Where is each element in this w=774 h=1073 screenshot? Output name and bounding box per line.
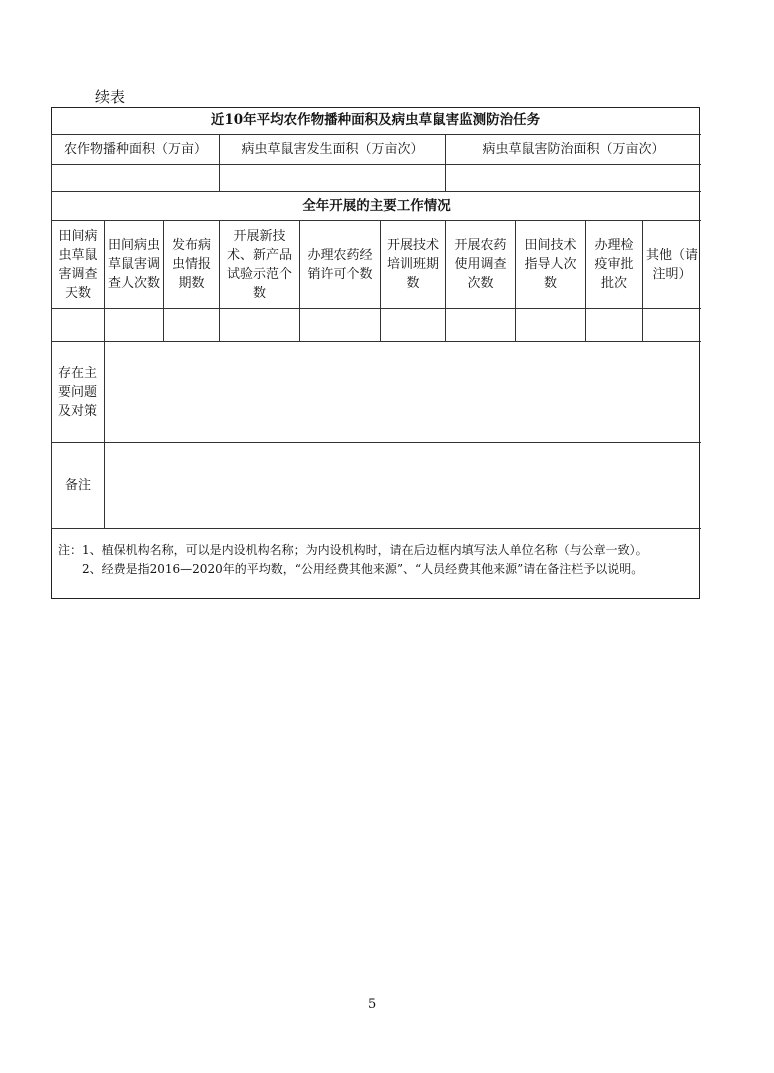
work-header-guidance: 田间技术指导人次数 [515,220,585,308]
work-header-other: 其他（请注明） [642,220,701,308]
work-header-survey-persons: 田间病虫草鼠害调查人次数 [104,220,163,308]
work-value-survey-persons[interactable] [104,308,163,341]
work-value-trainings[interactable] [380,308,445,341]
work-value-guidance[interactable] [515,308,585,341]
work-header-quarantine: 办理检疫审批批次 [585,220,642,308]
work-value-licenses[interactable] [299,308,380,341]
note-2: 2、经费是指2016—2020年的平均数，“公用经费其他来源”、“人员经费其他来源”请在备注栏予以说明。 [82,562,644,576]
work-header-licenses: 办理农药经销许可个数 [299,220,380,308]
survey-table [51,107,700,599]
remarks-label: 备注 [51,442,104,528]
work-value-quarantine[interactable] [585,308,642,341]
pest-control-header: 病虫草鼠害防治面积（万亩次） [445,134,701,164]
continued-label: 续表 [95,88,126,106]
work-value-other[interactable] [642,308,701,341]
pest-occurrence-value[interactable] [219,164,445,191]
remarks-value[interactable] [104,442,701,528]
work-header-bulletins: 发布病虫情报期数 [163,220,219,308]
work-value-survey-days[interactable] [51,308,104,341]
crop-area-header: 农作物播种面积（万亩） [51,134,219,164]
work-header-survey-days: 田间病虫草鼠害调查天数 [51,220,104,308]
work-value-bulletins[interactable] [163,308,219,341]
work-header-trials: 开展新技术、新产品试验示范个数 [219,220,299,308]
problems-value[interactable] [104,341,701,442]
work-value-trials[interactable] [219,308,299,341]
crop-area-value[interactable] [51,164,219,191]
work-header-trainings: 开展技术培训班期数 [380,220,445,308]
section1-title: 近10年平均农作物播种面积及病虫草鼠害监测防治任务 [210,112,541,128]
pest-occurrence-header: 病虫草鼠害发生面积（万亩次） [219,134,445,164]
page-number: 5 [368,997,377,1012]
note-1: 注：1、植保机构名称，可以是内设机构名称；为内设机构时，请在后边框内填写法人单位名称（与公章一致）。 [58,543,648,557]
table-notes [58,541,698,579]
work-value-pesticide-surveys[interactable] [445,308,515,341]
work-header-pesticide-surveys: 开展农药使用调查次数 [445,220,515,308]
problems-label: 存在主要问题及对策 [51,341,104,442]
section2-title: 全年开展的主要工作情况 [51,191,701,220]
pest-control-value[interactable] [445,164,701,191]
